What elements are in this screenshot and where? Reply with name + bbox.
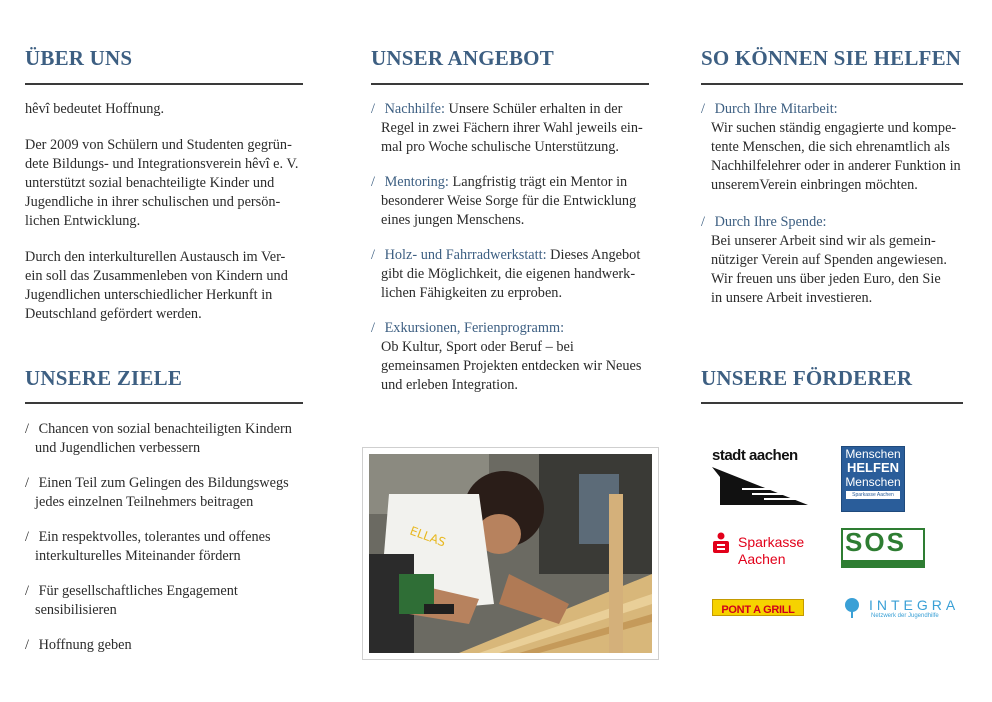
help-line: Nachhilfelehrer oder in anderer Funktion in [711, 158, 961, 174]
logo-text: PONT A GRILL [721, 604, 795, 616]
about-p3 [25, 248, 310, 324]
logo-text: Netzwerk der Jugendhilfe [871, 613, 939, 619]
offer-line: gibt die Möglichkeit, die eigenen handwerk- [381, 266, 636, 282]
help-line: nütziger Verein auf Spenden angewiesen. [711, 252, 947, 268]
help-label: Durch Ihre Mitarbeit: [714, 101, 838, 117]
offer-list [371, 100, 661, 411]
text-line: Der 2009 von Schülern und Studenten gegrün- [25, 137, 292, 153]
goal-line: Einen Teil zum Gelingen des Bildungswegs [38, 475, 289, 491]
offer-label: Nachhilfe: [384, 101, 445, 117]
goal-item: / Für gesellschaftliches Engagement sensibilisieren [25, 583, 238, 618]
divider [701, 83, 963, 85]
text-line: lichen Entwicklung. [25, 213, 141, 229]
offer-line: Ob Kultur, Sport oder Beruf – bei [381, 339, 574, 355]
logo-text: Menschen [845, 447, 901, 461]
sos-logo [841, 528, 925, 568]
heading-unsere-foerderer: UNSERE FÖRDERER [701, 366, 913, 390]
sparkasse-icon [712, 532, 730, 554]
text-line: Deutschland gefördert werden. [25, 306, 202, 322]
logo-text: HELFEN [847, 460, 899, 475]
divider [371, 83, 649, 85]
offer-line: eines jungen Menschens. [381, 212, 525, 228]
goal-line: interkulturelles Miteinander fördern [35, 548, 241, 564]
help-line: Wir freuen uns über jeden Euro, den Sie [711, 271, 941, 287]
offer-label: Holz- und Fahrradwerkstatt: [384, 247, 547, 263]
heading-unser-angebot: UNSER ANGEBOT [371, 46, 554, 70]
integra-logo [841, 597, 961, 623]
divider [25, 402, 303, 404]
about-p2 [25, 136, 310, 231]
photo-image [369, 454, 652, 653]
help-label: Durch Ihre Spende: [714, 214, 827, 230]
help-line: Wir suchen ständig engagierte und kompe- [711, 120, 957, 136]
workshop-photo [362, 447, 659, 660]
goal-line: sensibilisieren [35, 602, 117, 618]
text-line: dete Bildungs- und Integrationsverein hêvî e. V. [25, 156, 299, 172]
goals-list [25, 420, 310, 671]
goal-item: / Hoffnung geben [25, 637, 132, 653]
goal-line: jedes einzelnen Teilnehmers beitragen [35, 494, 254, 510]
divider [701, 402, 963, 404]
offer-label: Exkursionen, Ferienprogramm: [384, 320, 565, 336]
text-line: unterstützt sozial benachteiligte Kinder und [25, 175, 275, 191]
offer-line: Langfristig trägt ein Mentor in [452, 174, 628, 190]
logo-text: SOS [845, 527, 906, 557]
svg-text:ELLAS: ELLAS [407, 523, 448, 550]
logo-text: INTEGRA [869, 597, 960, 613]
help-line: Bei unserer Arbeit sind wir als gemein- [711, 233, 936, 249]
heading-ueber-uns: ÜBER UNS [25, 46, 133, 70]
photo-illustration [369, 454, 652, 653]
offer-line: Unsere Schüler erhalten in der [448, 101, 623, 117]
offer-line: besonderer Weise Sorge für die Entwicklung [381, 193, 637, 209]
goal-item: / Chancen von sozial benachteiligten Kindern und Jugendlichen verbessern [25, 421, 292, 456]
goal-item: / Ein respektvolles, tolerantes und offenes interkulturelles Miteinander fördern [25, 529, 271, 564]
offer-line: Regel in zwei Fächern ihrer Wahl jeweils ein- [381, 120, 643, 136]
heading-unsere-ziele: UNSERE ZIELE [25, 366, 183, 390]
goal-line: und Jugendlichen verbessern [35, 440, 201, 456]
offer-item: / Nachhilfe: Unsere Schüler erhalten in der Regel in zwei Fächern ihrer Wahl jeweils ein- mal pro Woche schulische Unterstützung. [371, 101, 643, 155]
about-text [25, 100, 310, 341]
goal-line: Hoffnung geben [38, 637, 132, 653]
goal-line: Ein respektvolles, tolerantes und offenes [38, 529, 271, 545]
stadt-aachen-mark [712, 467, 808, 505]
offer-item: / Mentoring: Langfristig trägt ein Mentor in besonderer Weise Sorge für die Entwicklung eines jungen Menschens. [371, 174, 637, 228]
logo-text: Menschen [845, 475, 901, 489]
help-item: / Durch Ihre Mitarbeit: Wir suchen ständig engagierte und kompe- tente Menschen, die sich ehrenamtlich als Nachhilfelehrer oder in anderer Funktion in unseremVerein einbringen möchten. [701, 101, 961, 193]
sparkasse-aachen-logo [712, 530, 812, 570]
help-line: tente Menschen, die sich ehrenamtlich als [711, 139, 950, 155]
integra-tree-icon [841, 597, 863, 619]
heading-so-koennen-sie-helfen: SO KÖNNEN SIE HELFEN [701, 46, 962, 70]
offer-line: gemeinsamen Projekten entdecken wir Neues [381, 358, 642, 374]
stadt-aachen-logo [712, 447, 808, 505]
menschen-helfen-menschen-logo [841, 446, 905, 512]
offer-line: mal pro Woche schulische Unterstützung. [381, 139, 619, 155]
about-p1: hêvî bedeutet Hoffnung. [25, 101, 165, 117]
offer-line: und erleben Integration. [381, 377, 518, 393]
pont-a-grill-logo [712, 599, 804, 616]
logo-text: Aachen [738, 551, 786, 567]
help-line: unseremVerein einbringen möchten. [711, 177, 918, 193]
offer-line: Dieses Angebot [550, 247, 641, 263]
help-line: in unsere Arbeit investieren. [711, 290, 873, 306]
goal-line: Für gesellschaftliches Engagement [38, 583, 238, 599]
logo-text: stadt aachen [712, 447, 798, 464]
logo-text: Sparkasse Aachen [846, 491, 900, 499]
sos-bar [843, 560, 923, 566]
offer-label: Mentoring: [384, 174, 449, 190]
text-line: ein soll das Zusammenleben von Kindern und [25, 268, 288, 284]
goal-line: Chancen von sozial benachteiligten Kindern [38, 421, 292, 437]
offer-item: / Holz- und Fahrradwerkstatt: Dieses Angebot gibt die Möglichkeit, die eigenen handwerk- lichen Fähigkeiten zu erproben. [371, 247, 641, 301]
text-line: Durch den interkulturellen Austausch im Ver- [25, 249, 286, 265]
goal-item: / Einen Teil zum Gelingen des Bildungswegs jedes einzelnen Teilnehmers beitragen [25, 475, 289, 510]
divider [25, 83, 303, 85]
help-list [701, 100, 981, 324]
logo-text: Sparkasse [738, 534, 805, 550]
text-line: Jugendlichen unterschiedlicher Herkunft in [25, 287, 273, 303]
offer-line: lichen Fähigkeiten zu erproben. [381, 285, 563, 301]
offer-item: / Exkursionen, Ferienprogramm: Ob Kultur, Sport oder Beruf – bei gemeinsamen Projekten entdecken wir Neues und erleben Integration. [371, 320, 642, 393]
text-line: Jugendliche in ihrer schulischen und persön- [25, 194, 281, 210]
help-item: / Durch Ihre Spende: Bei unserer Arbeit sind wir als gemein- nütziger Verein auf Spenden angewiesen. Wir freuen uns über jeden Euro, den Sie in unsere Arbeit investieren. [701, 214, 947, 306]
